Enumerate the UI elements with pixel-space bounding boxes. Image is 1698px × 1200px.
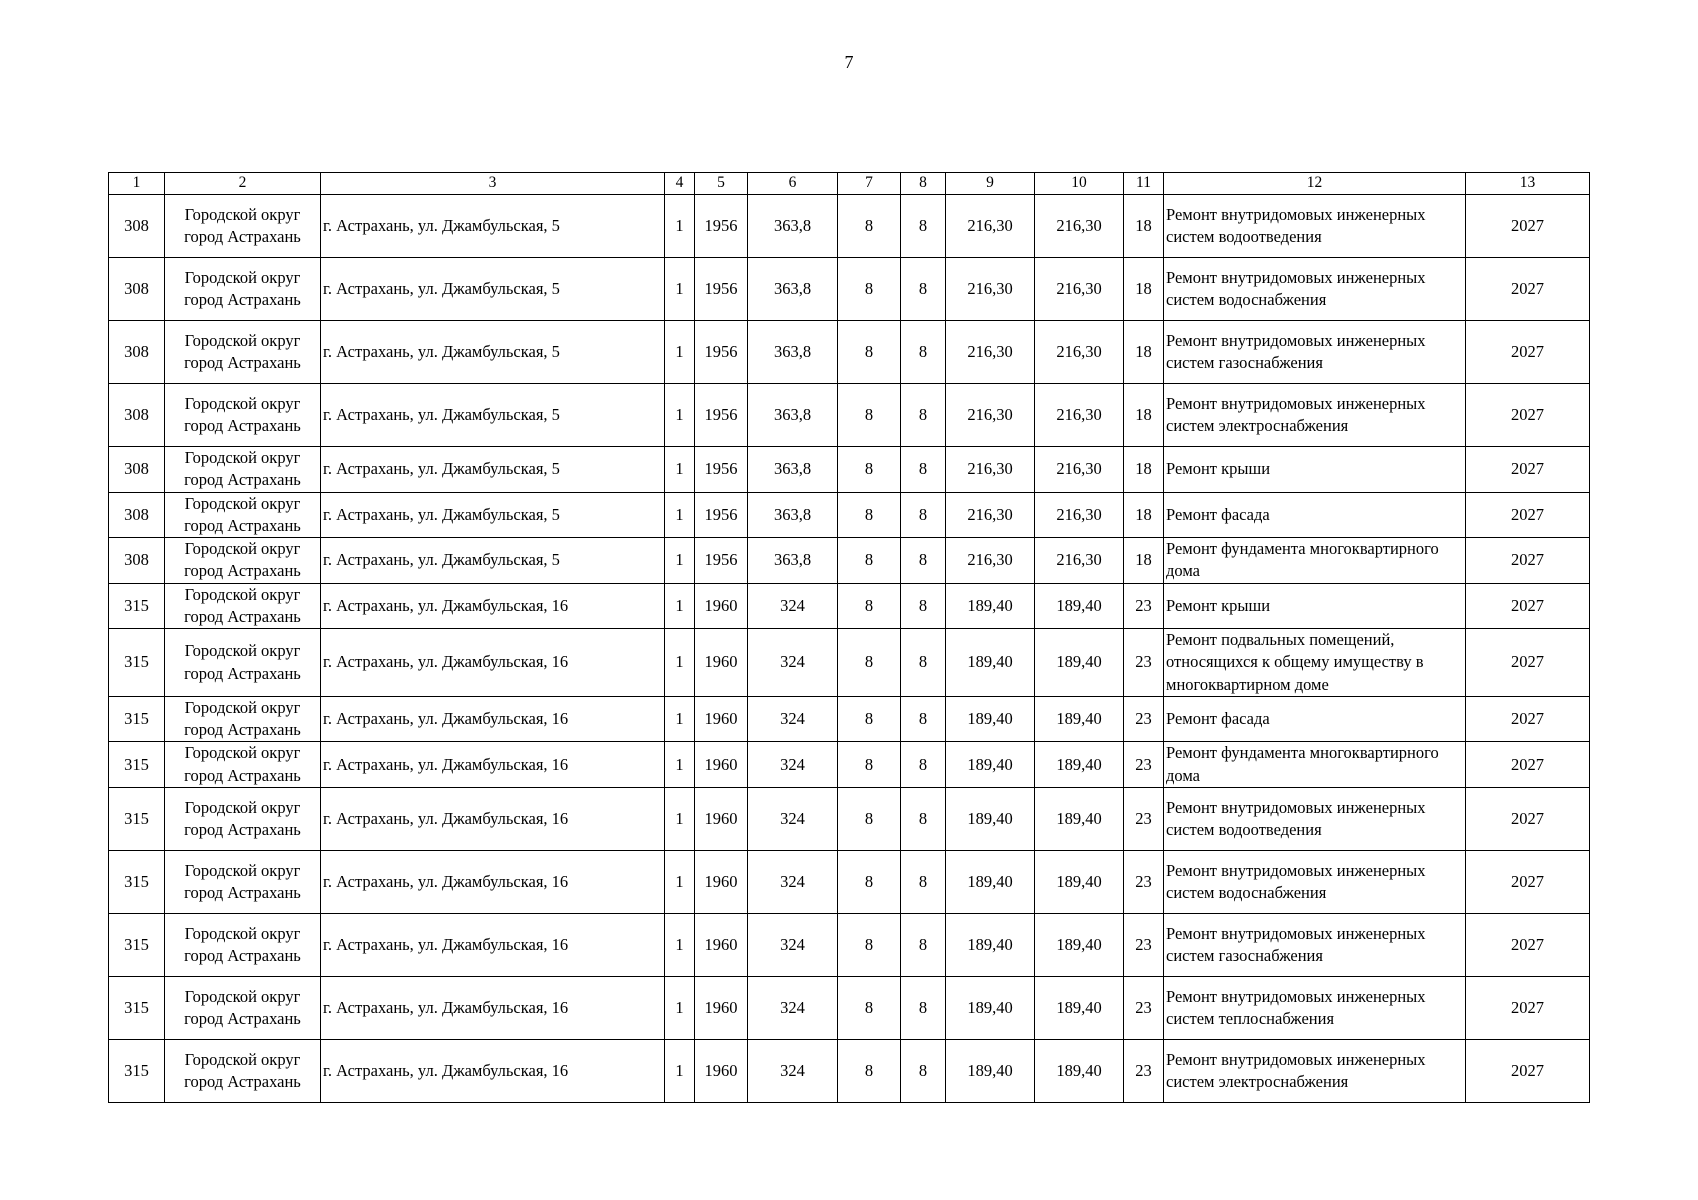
cell-municipality: Городской округ город Астрахань	[165, 321, 321, 384]
cell-col-10: 216,30	[1035, 447, 1124, 493]
cell-col-8: 8	[901, 850, 946, 913]
cell-area: 324	[748, 1039, 838, 1102]
cell-year: 2027	[1466, 742, 1590, 788]
cell-col-11: 18	[1124, 447, 1164, 493]
cell-year: 2027	[1466, 976, 1590, 1039]
cell-repair-type: Ремонт фасада	[1164, 492, 1466, 538]
cell-col-9: 189,40	[946, 976, 1035, 1039]
cell-col-7: 8	[838, 538, 901, 584]
cell-area: 363,8	[748, 321, 838, 384]
cell-col-7: 8	[838, 787, 901, 850]
cell-address: г. Астрахань, ул. Джамбульская, 16	[321, 850, 665, 913]
cell-municipality: Городской округ город Астрахань	[165, 976, 321, 1039]
column-header: 12	[1164, 173, 1466, 195]
cell-address: г. Астрахань, ул. Джамбульская, 5	[321, 384, 665, 447]
cell-col-11: 18	[1124, 384, 1164, 447]
cell-col-8: 8	[901, 742, 946, 788]
cell-year: 2027	[1466, 787, 1590, 850]
cell-repair-type: Ремонт крыши	[1164, 447, 1466, 493]
table-row	[109, 258, 1590, 321]
table-row	[109, 583, 1590, 629]
cell-col-4: 1	[665, 258, 695, 321]
cell-col-10: 189,40	[1035, 629, 1124, 697]
cell-col-9: 189,40	[946, 850, 1035, 913]
cell-address: г. Астрахань, ул. Джамбульская, 16	[321, 1039, 665, 1102]
cell-col-9: 216,30	[946, 492, 1035, 538]
cell-col-7: 8	[838, 696, 901, 742]
column-header: 7	[838, 173, 901, 195]
cell-row-id: 315	[109, 1039, 165, 1102]
table-row	[109, 195, 1590, 258]
cell-col-8: 8	[901, 447, 946, 493]
cell-col-11: 18	[1124, 492, 1164, 538]
cell-col-7: 8	[838, 492, 901, 538]
cell-area: 363,8	[748, 538, 838, 584]
cell-col-11: 23	[1124, 787, 1164, 850]
column-header: 11	[1124, 173, 1164, 195]
cell-col-4: 1	[665, 321, 695, 384]
cell-repair-type: Ремонт внутридомовых инженерных систем водоснабжения	[1164, 258, 1466, 321]
cell-col-7: 8	[838, 1039, 901, 1102]
cell-row-id: 315	[109, 629, 165, 697]
cell-address: г. Астрахань, ул. Джамбульская, 5	[321, 447, 665, 493]
cell-municipality: Городской округ город Астрахань	[165, 583, 321, 629]
table-row	[109, 447, 1590, 493]
cell-col-11: 18	[1124, 321, 1164, 384]
cell-col-10: 189,40	[1035, 913, 1124, 976]
table-row	[109, 321, 1590, 384]
cell-municipality: Городской округ город Астрахань	[165, 492, 321, 538]
cell-row-id: 308	[109, 321, 165, 384]
cell-col-10: 216,30	[1035, 258, 1124, 321]
cell-address: г. Астрахань, ул. Джамбульская, 16	[321, 583, 665, 629]
cell-col-7: 8	[838, 629, 901, 697]
cell-col-8: 8	[901, 538, 946, 584]
cell-col-9: 189,40	[946, 913, 1035, 976]
cell-col-9: 189,40	[946, 742, 1035, 788]
column-number-row	[109, 173, 1590, 195]
cell-col-11: 23	[1124, 1039, 1164, 1102]
table-row	[109, 976, 1590, 1039]
cell-col-4: 1	[665, 447, 695, 493]
cell-col-11: 23	[1124, 850, 1164, 913]
column-header: 13	[1466, 173, 1590, 195]
cell-col-10: 189,40	[1035, 850, 1124, 913]
cell-col-8: 8	[901, 321, 946, 384]
cell-area: 363,8	[748, 195, 838, 258]
cell-build-year: 1960	[695, 1039, 748, 1102]
cell-build-year: 1956	[695, 384, 748, 447]
cell-col-7: 8	[838, 195, 901, 258]
cell-col-11: 23	[1124, 583, 1164, 629]
cell-repair-type: Ремонт внутридомовых инженерных систем электроснабжения	[1164, 1039, 1466, 1102]
cell-repair-type: Ремонт внутридомовых инженерных систем газоснабжения	[1164, 321, 1466, 384]
cell-year: 2027	[1466, 696, 1590, 742]
cell-address: г. Астрахань, ул. Джамбульская, 16	[321, 787, 665, 850]
cell-col-4: 1	[665, 538, 695, 584]
cell-municipality: Городской округ город Астрахань	[165, 538, 321, 584]
cell-col-8: 8	[901, 1039, 946, 1102]
cell-col-11: 18	[1124, 195, 1164, 258]
column-header: 10	[1035, 173, 1124, 195]
cell-area: 324	[748, 742, 838, 788]
cell-year: 2027	[1466, 629, 1590, 697]
cell-address: г. Астрахань, ул. Джамбульская, 16	[321, 629, 665, 697]
cell-build-year: 1960	[695, 787, 748, 850]
cell-municipality: Городской округ город Астрахань	[165, 850, 321, 913]
cell-repair-type: Ремонт внутридомовых инженерных систем электроснабжения	[1164, 384, 1466, 447]
cell-build-year: 1960	[695, 696, 748, 742]
cell-col-4: 1	[665, 629, 695, 697]
cell-col-10: 189,40	[1035, 583, 1124, 629]
cell-col-10: 189,40	[1035, 787, 1124, 850]
cell-col-7: 8	[838, 850, 901, 913]
cell-col-4: 1	[665, 1039, 695, 1102]
cell-repair-type: Ремонт крыши	[1164, 583, 1466, 629]
cell-year: 2027	[1466, 195, 1590, 258]
cell-col-7: 8	[838, 447, 901, 493]
cell-address: г. Астрахань, ул. Джамбульская, 16	[321, 742, 665, 788]
cell-build-year: 1956	[695, 447, 748, 493]
column-header: 4	[665, 173, 695, 195]
cell-col-7: 8	[838, 976, 901, 1039]
cell-row-id: 315	[109, 850, 165, 913]
cell-address: г. Астрахань, ул. Джамбульская, 5	[321, 538, 665, 584]
cell-municipality: Городской округ город Астрахань	[165, 696, 321, 742]
cell-address: г. Астрахань, ул. Джамбульская, 5	[321, 321, 665, 384]
cell-row-id: 315	[109, 976, 165, 1039]
table-row	[109, 538, 1590, 584]
column-header: 2	[165, 173, 321, 195]
cell-build-year: 1956	[695, 321, 748, 384]
cell-build-year: 1960	[695, 850, 748, 913]
cell-repair-type: Ремонт подвальных помещений, относящихся к общему имуществу в многоквартирном доме	[1164, 629, 1466, 697]
cell-col-4: 1	[665, 742, 695, 788]
cell-build-year: 1956	[695, 492, 748, 538]
cell-build-year: 1960	[695, 976, 748, 1039]
cell-municipality: Городской округ город Астрахань	[165, 384, 321, 447]
page-number: 7	[844, 52, 854, 72]
cell-build-year: 1956	[695, 538, 748, 584]
cell-area: 363,8	[748, 384, 838, 447]
cell-col-10: 216,30	[1035, 195, 1124, 258]
cell-municipality: Городской округ город Астрахань	[165, 913, 321, 976]
table-row	[109, 787, 1590, 850]
cell-col-10: 189,40	[1035, 976, 1124, 1039]
cell-col-8: 8	[901, 492, 946, 538]
column-header: 9	[946, 173, 1035, 195]
cell-col-8: 8	[901, 913, 946, 976]
cell-year: 2027	[1466, 583, 1590, 629]
cell-col-4: 1	[665, 976, 695, 1039]
cell-build-year: 1956	[695, 195, 748, 258]
cell-address: г. Астрахань, ул. Джамбульская, 5	[321, 492, 665, 538]
cell-col-4: 1	[665, 787, 695, 850]
cell-row-id: 308	[109, 538, 165, 584]
cell-col-8: 8	[901, 258, 946, 321]
cell-row-id: 315	[109, 583, 165, 629]
cell-col-10: 216,30	[1035, 492, 1124, 538]
cell-col-4: 1	[665, 384, 695, 447]
cell-area: 324	[748, 976, 838, 1039]
cell-col-11: 23	[1124, 742, 1164, 788]
cell-area: 324	[748, 850, 838, 913]
cell-area: 324	[748, 696, 838, 742]
cell-row-id: 315	[109, 742, 165, 788]
column-header: 6	[748, 173, 838, 195]
cell-area: 324	[748, 787, 838, 850]
cell-municipality: Городской округ город Астрахань	[165, 258, 321, 321]
cell-col-9: 216,30	[946, 447, 1035, 493]
cell-year: 2027	[1466, 538, 1590, 584]
table-row	[109, 384, 1590, 447]
cell-col-10: 189,40	[1035, 1039, 1124, 1102]
table-row	[109, 913, 1590, 976]
cell-col-9: 189,40	[946, 583, 1035, 629]
cell-build-year: 1960	[695, 742, 748, 788]
cell-municipality: Городской округ город Астрахань	[165, 1039, 321, 1102]
cell-col-11: 23	[1124, 629, 1164, 697]
cell-repair-type: Ремонт фундамента многоквартирного дома	[1164, 538, 1466, 584]
cell-municipality: Городской округ город Астрахань	[165, 629, 321, 697]
cell-repair-type: Ремонт фундамента многоквартирного дома	[1164, 742, 1466, 788]
table-row	[109, 696, 1590, 742]
cell-row-id: 315	[109, 696, 165, 742]
cell-col-4: 1	[665, 696, 695, 742]
cell-col-8: 8	[901, 583, 946, 629]
cell-col-7: 8	[838, 913, 901, 976]
cell-col-11: 18	[1124, 258, 1164, 321]
column-header: 1	[109, 173, 165, 195]
cell-col-7: 8	[838, 384, 901, 447]
cell-col-7: 8	[838, 321, 901, 384]
cell-col-11: 18	[1124, 538, 1164, 584]
cell-municipality: Городской округ город Астрахань	[165, 447, 321, 493]
cell-col-7: 8	[838, 742, 901, 788]
cell-col-11: 23	[1124, 696, 1164, 742]
column-header: 5	[695, 173, 748, 195]
cell-build-year: 1960	[695, 583, 748, 629]
cell-area: 363,8	[748, 492, 838, 538]
table-row	[109, 742, 1590, 788]
cell-repair-type: Ремонт фасада	[1164, 696, 1466, 742]
cell-col-8: 8	[901, 629, 946, 697]
cell-year: 2027	[1466, 913, 1590, 976]
table-row	[109, 492, 1590, 538]
column-header: 3	[321, 173, 665, 195]
cell-row-id: 308	[109, 258, 165, 321]
cell-address: г. Астрахань, ул. Джамбульская, 16	[321, 913, 665, 976]
cell-col-10: 216,30	[1035, 321, 1124, 384]
cell-col-8: 8	[901, 384, 946, 447]
cell-col-8: 8	[901, 696, 946, 742]
cell-municipality: Городской округ город Астрахань	[165, 195, 321, 258]
column-header: 8	[901, 173, 946, 195]
cell-col-8: 8	[901, 976, 946, 1039]
cell-build-year: 1956	[695, 258, 748, 321]
cell-col-7: 8	[838, 583, 901, 629]
cell-repair-type: Ремонт внутридомовых инженерных систем газоснабжения	[1164, 913, 1466, 976]
cell-repair-type: Ремонт внутридомовых инженерных систем теплоснабжения	[1164, 976, 1466, 1039]
cell-year: 2027	[1466, 321, 1590, 384]
cell-col-4: 1	[665, 492, 695, 538]
table-row	[109, 629, 1590, 697]
cell-col-9: 189,40	[946, 1039, 1035, 1102]
cell-address: г. Астрахань, ул. Джамбульская, 5	[321, 195, 665, 258]
cell-build-year: 1960	[695, 913, 748, 976]
cell-area: 324	[748, 583, 838, 629]
cell-area: 363,8	[748, 447, 838, 493]
table-row	[109, 850, 1590, 913]
cell-year: 2027	[1466, 850, 1590, 913]
cell-col-4: 1	[665, 850, 695, 913]
repair-program-table	[108, 172, 1590, 1103]
cell-col-10: 216,30	[1035, 384, 1124, 447]
cell-address: г. Астрахань, ул. Джамбульская, 5	[321, 258, 665, 321]
cell-col-4: 1	[665, 913, 695, 976]
cell-row-id: 315	[109, 787, 165, 850]
cell-area: 363,8	[748, 258, 838, 321]
cell-row-id: 308	[109, 384, 165, 447]
cell-address: г. Астрахань, ул. Джамбульская, 16	[321, 976, 665, 1039]
cell-col-8: 8	[901, 787, 946, 850]
cell-build-year: 1960	[695, 629, 748, 697]
cell-col-9: 216,30	[946, 195, 1035, 258]
cell-municipality: Городской округ город Астрахань	[165, 742, 321, 788]
cell-municipality: Городской округ город Астрахань	[165, 787, 321, 850]
cell-year: 2027	[1466, 1039, 1590, 1102]
cell-col-8: 8	[901, 195, 946, 258]
cell-year: 2027	[1466, 258, 1590, 321]
table-body	[109, 195, 1590, 1103]
cell-year: 2027	[1466, 447, 1590, 493]
cell-address: г. Астрахань, ул. Джамбульская, 16	[321, 696, 665, 742]
cell-col-9: 216,30	[946, 384, 1035, 447]
cell-col-9: 216,30	[946, 538, 1035, 584]
cell-col-10: 189,40	[1035, 696, 1124, 742]
table-row	[109, 1039, 1590, 1102]
cell-area: 324	[748, 629, 838, 697]
cell-col-9: 216,30	[946, 258, 1035, 321]
cell-row-id: 315	[109, 913, 165, 976]
cell-repair-type: Ремонт внутридомовых инженерных систем водоотведения	[1164, 195, 1466, 258]
cell-col-11: 23	[1124, 913, 1164, 976]
cell-col-4: 1	[665, 195, 695, 258]
cell-row-id: 308	[109, 447, 165, 493]
cell-col-10: 216,30	[1035, 538, 1124, 584]
cell-repair-type: Ремонт внутридомовых инженерных систем водоотведения	[1164, 787, 1466, 850]
cell-col-11: 23	[1124, 976, 1164, 1039]
cell-col-9: 216,30	[946, 321, 1035, 384]
cell-col-9: 189,40	[946, 787, 1035, 850]
cell-year: 2027	[1466, 384, 1590, 447]
cell-row-id: 308	[109, 492, 165, 538]
cell-col-7: 8	[838, 258, 901, 321]
cell-row-id: 308	[109, 195, 165, 258]
cell-col-10: 189,40	[1035, 742, 1124, 788]
cell-repair-type: Ремонт внутридомовых инженерных систем водоснабжения	[1164, 850, 1466, 913]
cell-col-4: 1	[665, 583, 695, 629]
cell-year: 2027	[1466, 492, 1590, 538]
cell-area: 324	[748, 913, 838, 976]
cell-col-9: 189,40	[946, 629, 1035, 697]
cell-col-9: 189,40	[946, 696, 1035, 742]
